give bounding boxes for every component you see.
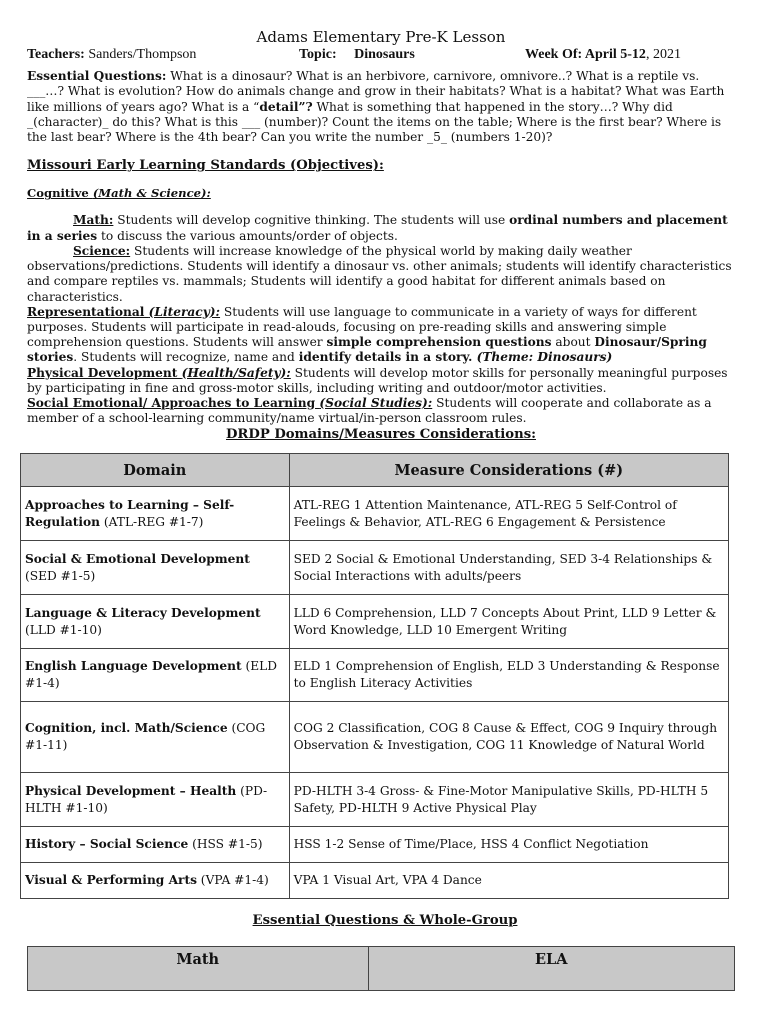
table-row [21, 773, 729, 827]
table-row [21, 827, 729, 863]
measure-cell: ELD 1 Comprehension of English, ELD 3 Understanding & Response to English Literacy Activities [289, 649, 728, 702]
domain-column-header: Domain [21, 454, 290, 487]
drdp-table [20, 453, 729, 899]
ela-column-header: ELA [368, 947, 734, 991]
physical-objective: Physical Development (Health/Safety): Students will develop motor skills for personally meaningful purposes by participating in fine and gross-motor skills, including writing and outdoor/motor activities. [27, 365, 728, 395]
essential-questions: Essential Questions: What is a dinosaur? What is an herbivore, carnivore, omnivore..? What is a reptile vs. ___…? What is evolution? How do animals change and grow in their habitats? What is a habitat? What was Earth like millions of years ago? What is a “detail”? What is something that happened in the story…? Why did _(character)_ do this? What is this ___ (number)? Count the items on the table; Where is the first bear? Where is the last bear? Where is the 4th bear? Can you write the number _5_ (numbers 1-20)? [27, 69, 725, 145]
representational-objective: Representational (Literacy): Students will use language to communicate in a variety of ways for different purposes. Students will participate in read-alouds, focusing on pre-reading skills and answering simple comprehension questions. Students will answer simple comprehension questions about Dinosaur/Spring stories. Students will recognize, name and identify details in a story. (Theme: Dinosaurs) [27, 304, 707, 365]
table-row [21, 595, 729, 649]
document-title: Adams Elementary Pre-K Lesson [256, 28, 506, 46]
measure-cell: HSS 1-2 Sense of Time/Place, HSS 4 Conflict Negotiation [289, 827, 728, 863]
teachers-field: Teachers: Sanders/Thompson [27, 47, 197, 62]
topic-field: Topic: Dinosaurs [299, 47, 415, 62]
domain-cell: Physical Development – Health (PD-HLTH #1-10) [21, 773, 290, 827]
measure-column-header: Measure Considerations (#) [289, 454, 728, 487]
social-emotional-objective: Social Emotional/ Approaches to Learning (Social Studies): Students will cooperate and collaborate as a member of a school-learning community/name virtual/in-person classroom rules. [27, 395, 712, 426]
table-row [21, 702, 729, 773]
measure-cell: COG 2 Classification, COG 8 Cause & Effect, COG 9 Inquiry through Observation & Investigation, COG 11 Knowledge of Natural World [289, 702, 728, 773]
domain-cell: Social & Emotional Development (SED #1-5) [21, 541, 290, 595]
math-objective: Math: Students will develop cognitive thinking. The students will use ordinal numbers and placement in a series to discuss the various amounts/order of objects. [27, 213, 728, 243]
whole-group-table-header [28, 947, 735, 991]
table-row [21, 649, 729, 702]
domain-cell: English Language Development (ELD #1-4) [21, 649, 290, 702]
measure-cell: VPA 1 Visual Art, VPA 4 Dance [289, 863, 728, 899]
table-row [21, 487, 729, 541]
science-objective: Science: Students will increase knowledge of the physical world by making daily weather observations/predictions. Students will identify a dinosaur vs. other animals; students will identify characteristics and compare reptiles vs. mammals; Students will identify a good habitat for different animals based on characteristics. [27, 243, 732, 304]
measure-cell: ATL-REG 1 Attention Maintenance, ATL-REG 5 Self-Control of Feelings & Behavior, ATL-REG 6 Engagement & Persistence [289, 487, 728, 541]
measure-cell: LLD 6 Comprehension, LLD 7 Concepts About Print, LLD 9 Letter & Word Knowledge, LLD 10 Emergent Writing [289, 595, 728, 649]
whole-group-table [27, 946, 735, 991]
drdp-table-header [21, 454, 729, 487]
domain-cell: History – Social Science (HSS #1-5) [21, 827, 290, 863]
table-row [21, 863, 729, 899]
measure-cell: PD-HLTH 3-4 Gross- & Fine-Motor Manipulative Skills, PD-HLTH 5 Safety, PD-HLTH 9 Active Physical Play [289, 773, 728, 827]
measure-cell: SED 2 Social & Emotional Understanding, SED 3-4 Relationships & Social Interactions with adults/peers [289, 541, 728, 595]
table-row [21, 541, 729, 595]
domain-cell: Visual & Performing Arts (VPA #1-4) [21, 863, 290, 899]
domain-cell: Cognition, incl. Math/Science (COG #1-11) [21, 702, 290, 773]
week-field: Week Of: April 5-12, 2021 [525, 47, 681, 62]
whole-group-heading: Essential Questions & Whole-Group [252, 913, 518, 928]
header-meta-row [27, 46, 735, 64]
lesson-plan-page [27, 28, 735, 442]
drdp-heading: DRDP Domains/Measures Considerations: [225, 427, 536, 443]
domain-cell: Approaches to Learning – Self-Regulation (ATL-REG #1-7) [21, 487, 290, 541]
math-column-header: Math [28, 947, 369, 991]
standards-heading: Missouri Early Learning Standards (Objectives): [27, 158, 384, 174]
cognitive-heading: Cognitive (Math & Science): [27, 186, 211, 201]
domain-cell: Language & Literacy Development (LLD #1-10) [21, 595, 290, 649]
